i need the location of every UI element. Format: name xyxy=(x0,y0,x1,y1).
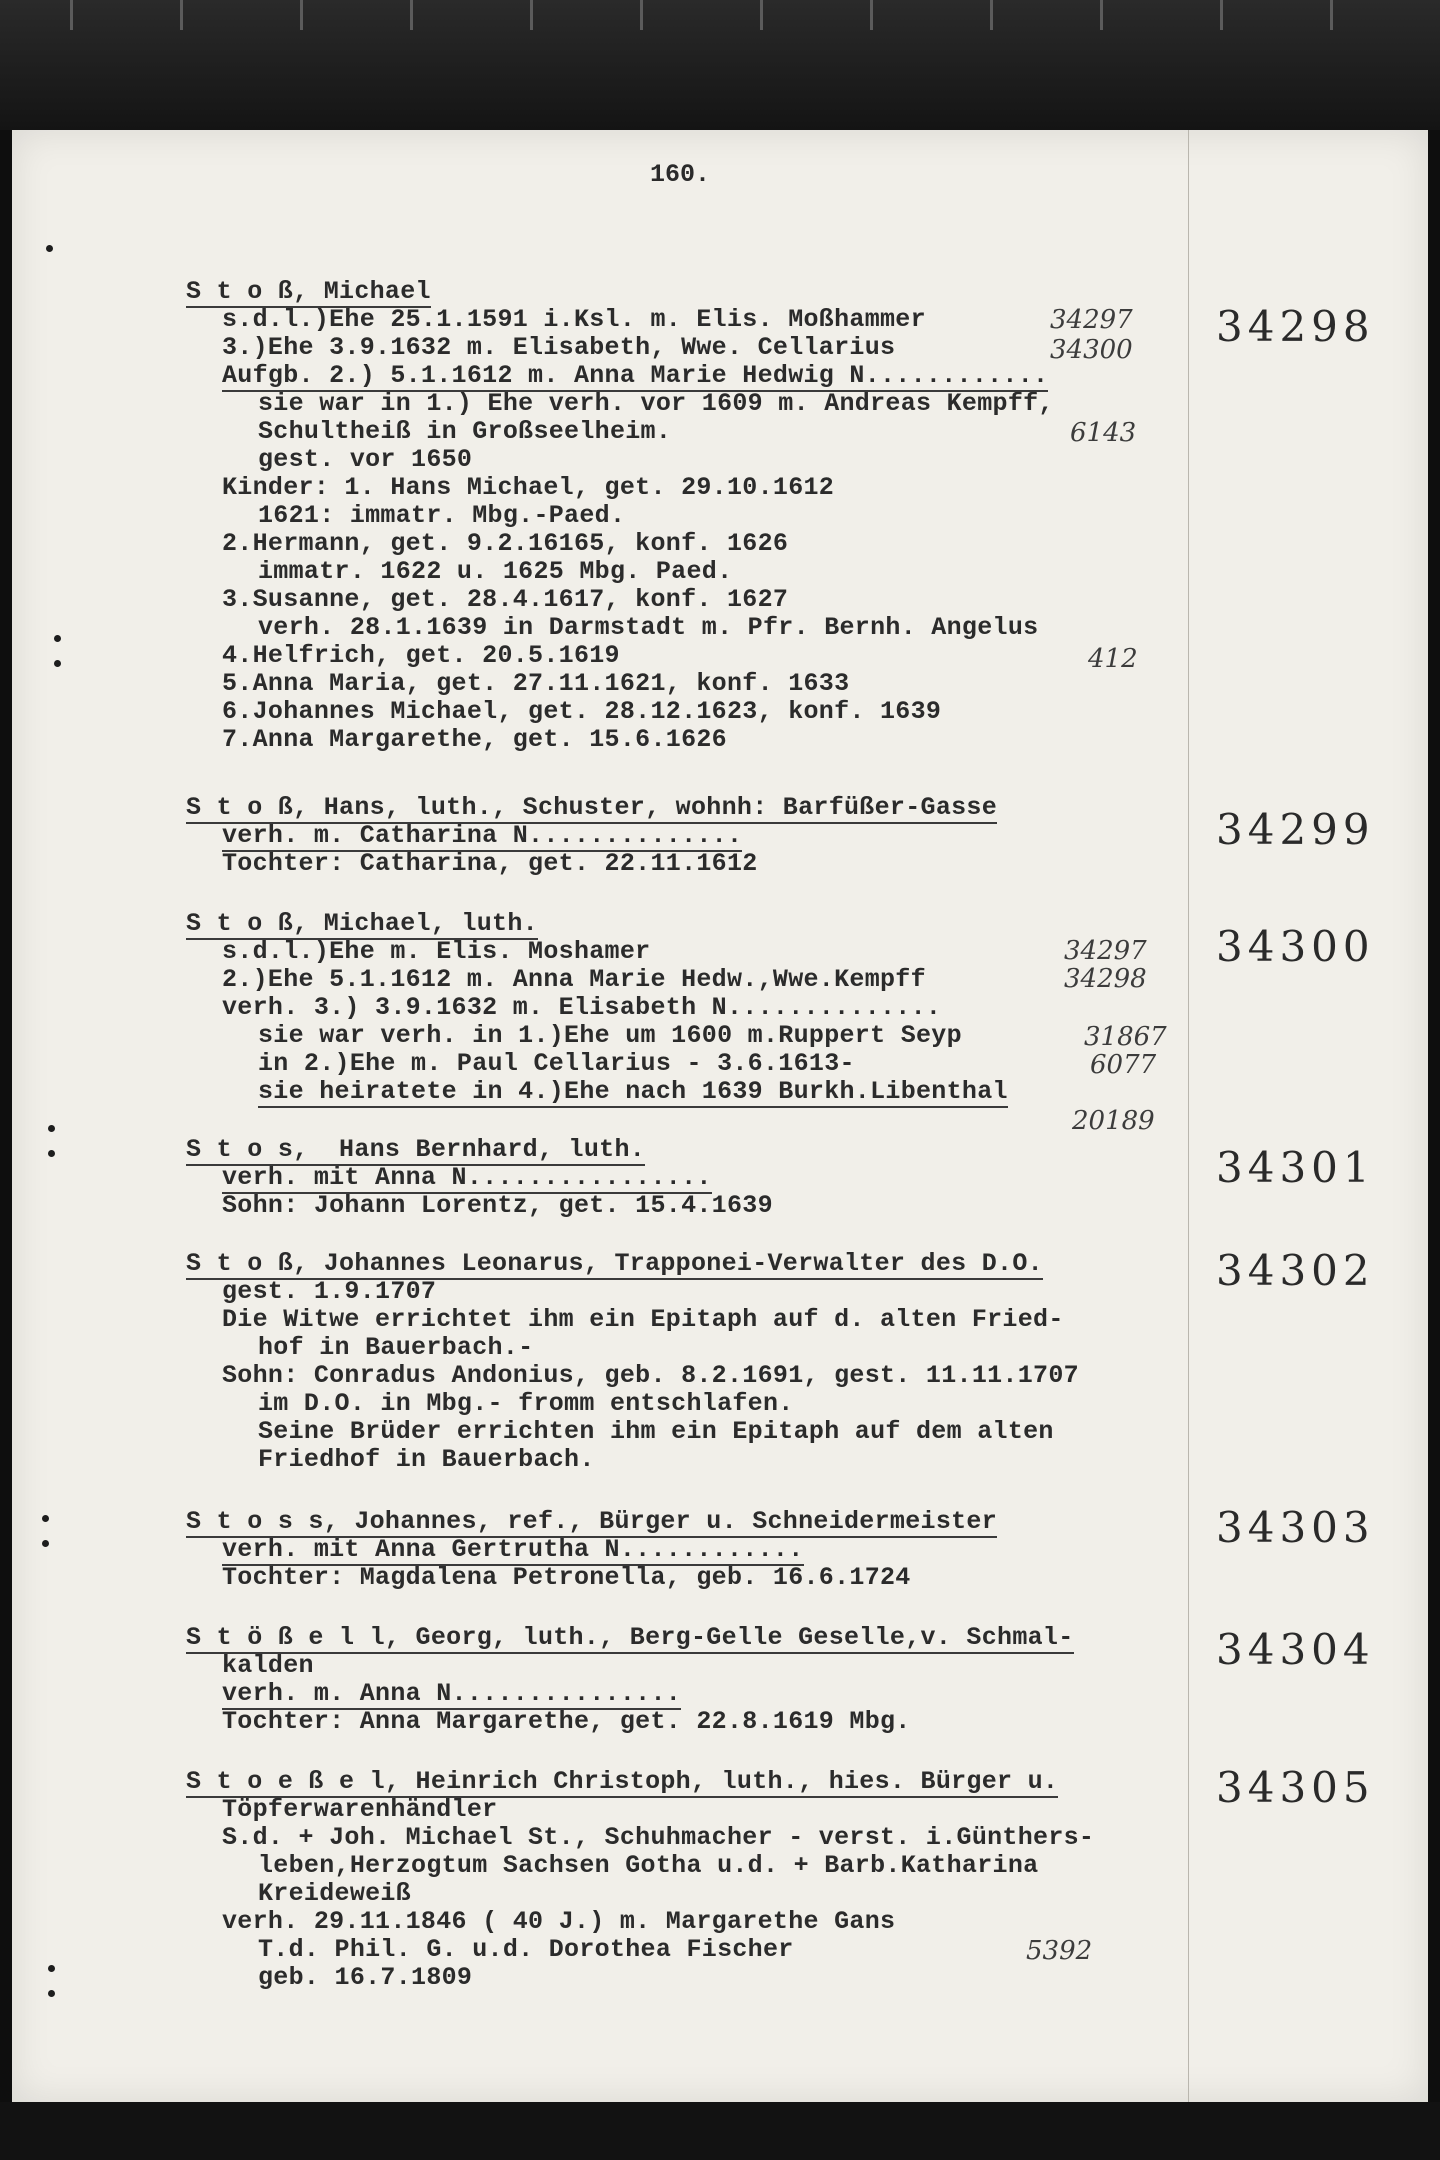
entry-line: sie heiratete in 4.)Ehe nach 1639 Burkh.Libenthal xyxy=(258,1077,1008,1106)
entry-line: gest. 1.9.1707 xyxy=(222,1277,437,1306)
cross-reference: 34300 xyxy=(1050,335,1133,365)
entry-heading: S t ö ß e l l, Georg, luth., Berg-Gelle Geselle,v. Schmal- xyxy=(186,1623,1074,1652)
entry-line: in 2.)Ehe m. Paul Cellarius - 3.6.1613- xyxy=(258,1049,855,1078)
entry-line: S.d. + Joh. Michael St., Schuhmacher - verst. i.Günthers- xyxy=(222,1823,1095,1852)
entry-line: Friedhof in Bauerbach. xyxy=(258,1445,595,1474)
entry-line: im D.O. in Mbg.- fromm entschlafen. xyxy=(258,1389,794,1418)
entry-line: 7.Anna Margarethe, get. 15.6.1626 xyxy=(222,725,727,754)
entry-heading: S t o ß, Hans, luth., Schuster, wohnh: Barfüßer-Gasse xyxy=(186,793,998,822)
entry-heading: S t o ß, Michael xyxy=(186,277,431,306)
entry-heading: S t o ß, Johannes Leonarus, Trapponei-Verwalter des D.O. xyxy=(186,1249,1043,1278)
entry-line: 2.)Ehe 5.1.1612 m. Anna Marie Hedw.,Wwe.Kempff xyxy=(222,965,926,994)
entry-line: hof in Bauerbach.- xyxy=(258,1333,534,1362)
entry-line: verh. mit Anna N................ xyxy=(222,1163,712,1192)
entry-number: 34299 xyxy=(1216,805,1375,854)
entry-line: 3.)Ehe 3.9.1632 m. Elisabeth, Wwe. Cellarius xyxy=(222,333,896,362)
entry-line: s.d.l.)Ehe m. Elis. Moshamer xyxy=(222,937,651,966)
entry-line: verh. mit Anna Gertrutha N............ xyxy=(222,1535,804,1564)
entry-line: 5.Anna Maria, get. 27.11.1621, konf. 1633 xyxy=(222,669,850,698)
entry-line: geb. 16.7.1809 xyxy=(258,1963,473,1992)
entry-line: 2.Hermann, get. 9.2.16165, konf. 1626 xyxy=(222,529,789,558)
entry-line: immatr. 1622 u. 1625 Mbg. Paed. xyxy=(258,557,733,586)
punch-hole xyxy=(48,1125,55,1132)
cross-reference: 412 xyxy=(1088,644,1138,674)
entry-line: Tochter: Anna Margarethe, get. 22.8.1619 Mbg. xyxy=(222,1707,911,1736)
entry-line: Tochter: Catharina, get. 22.11.1612 xyxy=(222,849,758,878)
entry-line: 3.Susanne, get. 28.4.1617, konf. 1627 xyxy=(222,585,789,614)
entry-line: Sohn: Conradus Andonius, geb. 8.2.1691, gest. 11.11.1707 xyxy=(222,1361,1079,1390)
entry-line: verh. 28.1.1639 in Darmstadt m. Pfr. Bernh. Angelus xyxy=(258,613,1039,642)
entry-number: 34301 xyxy=(1216,1143,1375,1192)
punch-hole xyxy=(48,1150,55,1157)
entry-line: leben,Herzogtum Sachsen Gotha u.d. + Barb.Katharina xyxy=(258,1851,1039,1880)
punch-hole xyxy=(48,1990,55,1997)
entry-line: Kinder: 1. Hans Michael, get. 29.10.1612 xyxy=(222,473,835,502)
entry-line: T.d. Phil. G. u.d. Dorothea Fischer xyxy=(258,1935,794,1964)
entry-line: gest. vor 1650 xyxy=(258,445,473,474)
cross-reference: 20189 xyxy=(1072,1106,1155,1136)
entry-number: 34298 xyxy=(1216,302,1375,351)
entry-line: Schultheiß in Großseelheim. xyxy=(258,417,672,446)
entry-line: Die Witwe errichtet ihm ein Epitaph auf d. alten Fried- xyxy=(222,1305,1064,1334)
entry-line: Seine Brüder errichten ihm ein Epitaph auf dem alten xyxy=(258,1417,1054,1446)
cross-reference: 5392 xyxy=(1026,1936,1093,1966)
page-number: 160. xyxy=(650,160,711,189)
entry-line: sie war in 1.) Ehe verh. vor 1609 m. Andreas Kempff, xyxy=(258,389,1054,418)
punch-hole xyxy=(46,245,53,252)
entry-number: 34300 xyxy=(1216,922,1375,971)
entry-line: s.d.l.)Ehe 25.1.1591 i.Ksl. m. Elis. Moßhammer xyxy=(222,305,926,334)
punch-hole xyxy=(42,1515,49,1522)
entry-number: 34304 xyxy=(1216,1625,1375,1674)
entry-heading: S t o s, Hans Bernhard, luth. xyxy=(186,1135,646,1164)
entry-heading: S t o s s, Johannes, ref., Bürger u. Schneidermeister xyxy=(186,1507,998,1536)
punch-hole xyxy=(48,1965,55,1972)
entry-line: 1621: immatr. Mbg.-Paed. xyxy=(258,501,626,530)
cross-reference: 34297 xyxy=(1064,936,1147,966)
entry-line: Sohn: Johann Lorentz, get. 15.4.1639 xyxy=(222,1191,773,1220)
entry-line: sie war verh. in 1.)Ehe um 1600 m.Ruppert Seyp xyxy=(258,1021,962,1050)
punch-hole xyxy=(42,1540,49,1547)
entry-number: 34302 xyxy=(1216,1246,1375,1295)
entry-line: 4.Helfrich, get. 20.5.1619 xyxy=(222,641,620,670)
entry-line: Kreideweiß xyxy=(258,1879,412,1908)
film-border-bottom xyxy=(0,2102,1440,2160)
entry-line: verh. m. Catharina N.............. xyxy=(222,821,743,850)
entry-line: verh. 29.11.1846 ( 40 J.) m. Margarethe Gans xyxy=(222,1907,896,1936)
cross-reference: 34297 xyxy=(1050,305,1133,335)
entry-heading: S t o e ß e l, Heinrich Christoph, luth., hies. Bürger u. xyxy=(186,1767,1059,1796)
entry-heading: S t o ß, Michael, luth. xyxy=(186,909,538,938)
film-border-top xyxy=(0,0,1440,130)
punch-hole xyxy=(54,635,61,642)
cross-reference: 6143 xyxy=(1070,418,1137,448)
entry-line: Töpferwarenhändler xyxy=(222,1795,498,1824)
punch-hole xyxy=(54,660,61,667)
entry-line: verh. 3.) 3.9.1632 m. Elisabeth N.............. xyxy=(222,993,942,1022)
entry-number: 34305 xyxy=(1216,1763,1375,1812)
cross-reference: 34298 xyxy=(1064,964,1147,994)
entry-line: Aufgb. 2.) 5.1.1612 m. Anna Marie Hedwig N............ xyxy=(222,361,1049,390)
margin-rule xyxy=(1188,130,1189,2102)
entry-number: 34303 xyxy=(1216,1503,1375,1552)
cross-reference: 6077 xyxy=(1090,1050,1157,1080)
cross-reference: 31867 xyxy=(1084,1022,1167,1052)
entry-line: kalden xyxy=(222,1651,314,1680)
entry-line: verh. m. Anna N............... xyxy=(222,1679,682,1708)
entry-line: 6.Johannes Michael, get. 28.12.1623, konf. 1639 xyxy=(222,697,942,726)
entry-line: Tochter: Magdalena Petronella, geb. 16.6.1724 xyxy=(222,1563,911,1592)
